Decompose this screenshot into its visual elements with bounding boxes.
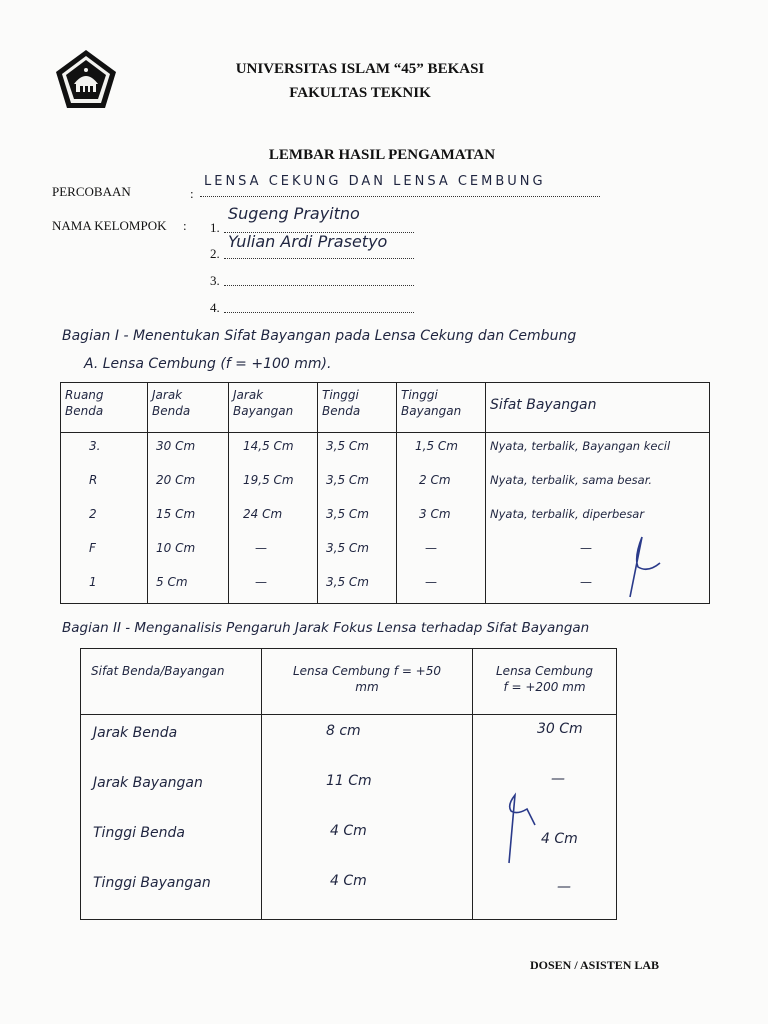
university-name: UNIVERSITAS ISLAM “45” BEKASI bbox=[235, 61, 485, 77]
table-cell: 15 Cm bbox=[156, 507, 196, 521]
signature-label: DOSEN / ASISTEN LAB bbox=[530, 958, 660, 972]
percobaan-line bbox=[200, 196, 600, 197]
table-cell: 11 Cm bbox=[326, 773, 372, 789]
kelompok-label: NAMA KELOMPOK bbox=[52, 218, 167, 233]
col-header: Ruang Benda bbox=[61, 383, 148, 433]
faculty-name: FAKULTAS TEKNIK bbox=[289, 85, 431, 101]
table-cell: 3,5 Cm bbox=[326, 439, 369, 453]
table-cell: 4 Cm bbox=[330, 873, 367, 889]
table-cell: 19,5 Cm bbox=[243, 473, 294, 487]
signature-mark bbox=[620, 527, 670, 607]
table-column bbox=[81, 715, 262, 920]
table-cell: 30 Cm bbox=[156, 439, 196, 453]
part2-table bbox=[80, 648, 617, 920]
table-cell: Jarak Benda bbox=[93, 725, 178, 741]
table-cell: — bbox=[551, 771, 565, 787]
table-cell: 14,5 Cm bbox=[243, 439, 294, 453]
col-header: Tinggi Benda bbox=[318, 383, 397, 433]
table-column bbox=[229, 433, 318, 604]
table-cell: — bbox=[557, 879, 571, 895]
table-cell: Tinggi Bayangan bbox=[93, 875, 211, 891]
col-header: Lensa Cembung f = +200 mm bbox=[473, 649, 617, 715]
table-cell: Tinggi Benda bbox=[93, 825, 185, 841]
col-header: Tinggi Bayangan bbox=[397, 383, 486, 433]
member-number: 2. bbox=[210, 246, 220, 261]
table-cell: 3,5 Cm bbox=[326, 541, 369, 555]
signature-mark bbox=[503, 785, 543, 865]
percobaan-value: LENSA CEKUNG DAN LENSA CEMBUNG bbox=[204, 174, 546, 189]
table-cell: — bbox=[580, 575, 592, 589]
table-cell: 3,5 Cm bbox=[326, 473, 369, 487]
table-cell: — bbox=[255, 575, 267, 589]
table-cell: 2 Cm bbox=[419, 473, 451, 487]
percobaan-label: PERCOBAAN bbox=[52, 184, 131, 199]
table-cell: — bbox=[425, 575, 437, 589]
part2-title: Bagian II - Menganalisis Pengaruh Jarak Fokus Lensa terhadap Sifat Bayangan bbox=[62, 620, 590, 636]
percobaan-colon: : bbox=[190, 186, 194, 201]
table-cell: Nyata, terbalik, diperbesar bbox=[490, 507, 645, 521]
table-cell: 3 Cm bbox=[419, 507, 451, 521]
table-cell: 3,5 Cm bbox=[326, 575, 369, 589]
table-cell: 10 Cm bbox=[156, 541, 196, 555]
col-header: Lensa Cembung f = +50 mm bbox=[262, 649, 473, 715]
member-line bbox=[224, 258, 414, 259]
table-cell: 1,5 Cm bbox=[415, 439, 458, 453]
table-cell: F bbox=[89, 541, 96, 555]
table-column bbox=[262, 715, 473, 920]
table-cell: 4 Cm bbox=[330, 823, 367, 839]
member-number: 4. bbox=[210, 300, 220, 315]
table-cell: 1 bbox=[89, 575, 97, 589]
table-cell: R bbox=[89, 473, 98, 487]
col-header: Jarak Benda bbox=[148, 383, 229, 433]
table-cell: 2 bbox=[89, 507, 97, 521]
member-line bbox=[224, 312, 414, 313]
kelompok-colon: : bbox=[183, 218, 187, 233]
table-column bbox=[318, 433, 397, 604]
table-cell: 30 Cm bbox=[537, 721, 583, 737]
table-column bbox=[61, 433, 148, 604]
col-header: Sifat Bayangan bbox=[486, 383, 710, 433]
table-cell: — bbox=[255, 541, 267, 555]
university-logo bbox=[54, 48, 118, 112]
table-cell: — bbox=[425, 541, 437, 555]
table-cell: Nyata, terbalik, Bayangan kecil bbox=[490, 439, 671, 453]
table-cell: 3. bbox=[89, 439, 101, 453]
table-cell: 3,5 Cm bbox=[326, 507, 369, 521]
table-cell: Jarak Bayangan bbox=[93, 775, 203, 791]
part1-table bbox=[60, 382, 710, 604]
table-cell: 20 Cm bbox=[156, 473, 196, 487]
table-cell: 4 Cm bbox=[541, 831, 578, 847]
member-number: 3. bbox=[210, 273, 220, 288]
table-column bbox=[486, 433, 710, 604]
table-cell: — bbox=[580, 541, 592, 555]
member-name: Sugeng Prayitno bbox=[228, 204, 360, 223]
part1-subtitle: A. Lensa Cembung (f = +100 mm). bbox=[84, 356, 332, 372]
table-cell: Nyata, terbalik, sama besar. bbox=[490, 473, 653, 487]
sheet-title: LEMBAR HASIL PENGAMATAN bbox=[268, 147, 496, 163]
part1-title: Bagian I - Menentukan Sifat Bayangan pada Lensa Cekung dan Cembung bbox=[62, 328, 577, 344]
table-cell: 5 Cm bbox=[156, 575, 188, 589]
table-column bbox=[473, 715, 617, 920]
col-header: Sifat Benda/Bayangan bbox=[81, 649, 262, 715]
col-header: Jarak Bayangan bbox=[229, 383, 318, 433]
table-column bbox=[397, 433, 486, 604]
table-column bbox=[148, 433, 229, 604]
member-line bbox=[224, 285, 414, 286]
table-cell: 8 cm bbox=[326, 723, 361, 739]
member-number: 1. bbox=[210, 220, 220, 235]
member-name: Yulian Ardi Prasetyo bbox=[228, 232, 388, 251]
table-cell: 24 Cm bbox=[243, 507, 283, 521]
